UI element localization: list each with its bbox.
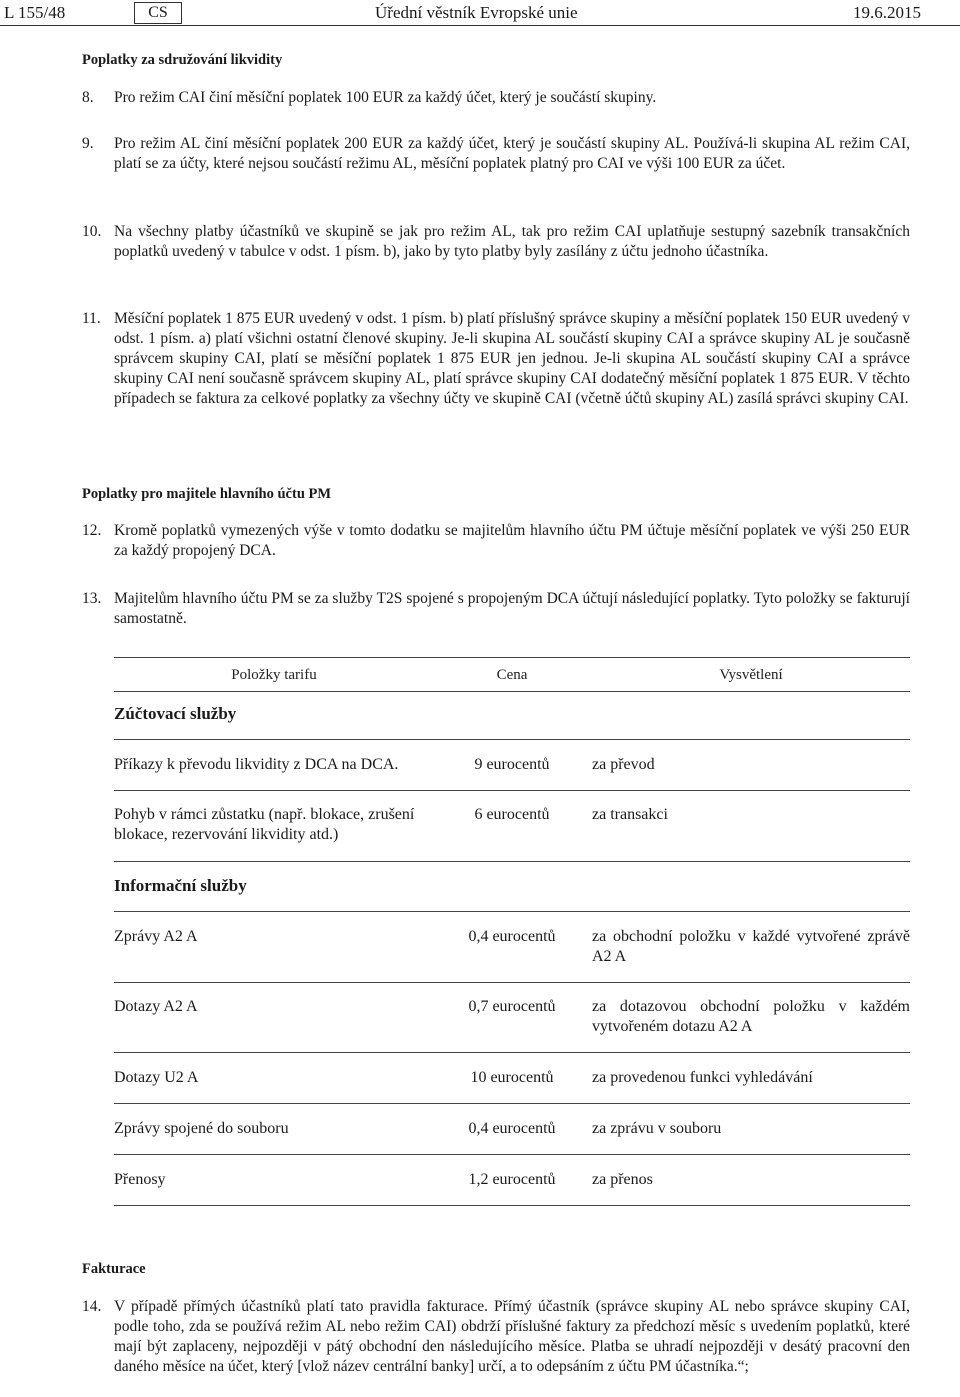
journal-title: Úřední věstník Evropské unie xyxy=(375,3,578,22)
paragraph-number: 9. xyxy=(82,135,94,152)
table-section-clearing: Zúčtovací služby xyxy=(114,704,237,723)
table-rule xyxy=(114,911,910,912)
table-row-item: Dotazy A2 A xyxy=(114,998,198,1015)
section-heading-pm: Poplatky pro majitele hlavního účtu PM xyxy=(82,486,332,502)
language-badge: CS xyxy=(134,2,182,24)
table-row-note: za přenos xyxy=(592,1171,653,1188)
table-row-note: za zprávu v souboru xyxy=(592,1120,722,1137)
paragraph-text: Majitelům hlavního účtu PM se za služby T2S spojené s propojeným DCA účtují následující poplatky. Tyto položky se fakturují samostatně. xyxy=(114,590,910,627)
paragraph-10 xyxy=(82,222,910,262)
paragraph-number: 13. xyxy=(82,590,102,607)
table-row-price: 10 eurocentů xyxy=(470,1069,554,1086)
table-section-information: Informační služby xyxy=(114,876,247,895)
paragraph-number: 11. xyxy=(82,310,101,327)
header-rule xyxy=(0,25,960,26)
paragraph-12 xyxy=(82,521,910,561)
table-row-price: 0,4 eurocentů xyxy=(468,928,556,945)
table-rule xyxy=(114,739,910,740)
table-row-note: za transakci xyxy=(592,806,668,823)
table-rule xyxy=(114,1052,910,1053)
table-row-note: za převod xyxy=(592,756,655,773)
table-row-item: Pohyb v rámci zůstatku (např. blokace, zrušení blokace, rezervování likvidity atd.) xyxy=(114,806,415,843)
table-row-price: 0,7 eurocentů xyxy=(468,998,556,1015)
paragraph-number: 14. xyxy=(82,1298,102,1315)
paragraph-text: Měsíční poplatek 1 875 EUR uvedený v odst. 1 písm. b) platí příslušný správce skupiny a měsíční poplatek 150 EUR uvedený v odst. 1 písm. a) platí všichni ostatní členové skupiny. Je-li skupina AL součástí skupiny CAI a správce skupiny AL je současně správcem skupiny CAI, platí se měsíční poplatek 1 875 EUR jen jednou. Je-li skupina AL součástí skupiny CAI a správce skupiny CAI není současně správcem skupiny AL, platí správce skupiny CAI dodatečný měsíční poplatek 1 875 EUR. V těchto případech se faktura za celkové poplatky za všechny účty ve skupině CAI (včetně účtů skupiny AL) zasílá správci skupiny CAI. xyxy=(114,310,910,407)
section-heading-liquidity: Poplatky za sdružování likvidity xyxy=(82,52,283,68)
table-row-note: za dotazovou obchodní položku v každém vytvořeném dotazu A2 A xyxy=(592,998,910,1035)
table-rule xyxy=(114,691,910,692)
table-rule xyxy=(114,790,910,791)
table-rule xyxy=(114,861,910,862)
paragraph-number: 12. xyxy=(82,522,102,539)
table-rule xyxy=(114,1205,910,1206)
page-number: L 155/48 xyxy=(4,3,66,22)
table-header-explanation: Vysvětlení xyxy=(719,667,783,683)
table-row-price: 1,2 eurocentů xyxy=(468,1171,556,1188)
table-header-price: Cena xyxy=(496,667,528,683)
paragraph-8 xyxy=(82,88,910,108)
paragraph-text: Kromě poplatků vymezených výše v tomto dodatku se majitelům hlavního účtu PM účtuje měsíční poplatek ve výši 250 EUR za každý propojený DCA. xyxy=(114,522,910,559)
page-header xyxy=(0,0,960,28)
table-row-price: 0,4 eurocentů xyxy=(468,1120,556,1137)
paragraph-text: Pro režim CAI činí měsíční poplatek 100 EUR za každý účet, který je součástí skupiny. xyxy=(114,89,657,106)
section-heading-invoicing: Fakturace xyxy=(82,1261,146,1277)
paragraph-14 xyxy=(82,1297,910,1377)
paragraph-text: Na všechny platby účastníků ve skupině se jak pro režim AL, tak pro režim CAI uplatňuje sestupný sazebník transakčních poplatků uvedený v tabulce v odst. 1 písm. b), jako by tyto platby byly zasílány z účtu jednoho účastníka. xyxy=(114,223,910,260)
table-row-item: Přenosy xyxy=(114,1171,166,1188)
paragraph-9 xyxy=(82,134,910,174)
table-row-item: Zprávy spojené do souboru xyxy=(114,1120,289,1137)
table-row-note: za provedenou funkci vyhledávání xyxy=(592,1069,813,1086)
table-row-item: Dotazy U2 A xyxy=(114,1069,199,1086)
table-rule xyxy=(114,1154,910,1155)
paragraph-text: Pro režim AL činí měsíční poplatek 200 EUR za každý účet, který je součástí skupiny AL. Používá-li skupina AL režim CAI, platí se za účty, které nejsou součástí režimu AL, měsíční poplatek platný pro CAI ve výši 100 EUR za účet. xyxy=(114,135,910,172)
paragraph-text: V případě přímých účastníků platí tato pravidla fakturace. Přímý účastník (správce skupiny AL nebo správce skupiny CAI, podle toho, zda se používá režim AL nebo režim CAI) obdrží příslušné faktury za předchozí měsíc s uvedením poplatků, které mají být zaplaceny, nejpozději v pátý obchodní den následujícího měsíce. Platba se uhradí nejpozději v desátý pracovní den daného měsíce na účet, který [vlož název centrální banky] určí, a to odepsáním z účtu PM účastníka.“; xyxy=(114,1298,910,1375)
paragraph-13 xyxy=(82,589,910,629)
table-header-items: Položky tarifu xyxy=(231,667,317,683)
paragraph-number: 10. xyxy=(82,223,102,240)
table-row-item: Zprávy A2 A xyxy=(114,928,198,945)
table-row-note: za obchodní položku v každé vytvořené zprávě A2 A xyxy=(592,928,910,965)
table-rule xyxy=(114,982,910,983)
paragraph-11 xyxy=(82,309,910,409)
paragraph-number: 8. xyxy=(82,89,94,106)
table-row-price: 9 eurocentů xyxy=(474,756,550,773)
publication-date: 19.6.2015 xyxy=(853,3,921,22)
table-row-price: 6 eurocentů xyxy=(474,806,550,823)
table-rule xyxy=(114,657,910,658)
table-row-item: Příkazy k převodu likvidity z DCA na DCA. xyxy=(114,756,399,773)
table-rule xyxy=(114,1103,910,1104)
